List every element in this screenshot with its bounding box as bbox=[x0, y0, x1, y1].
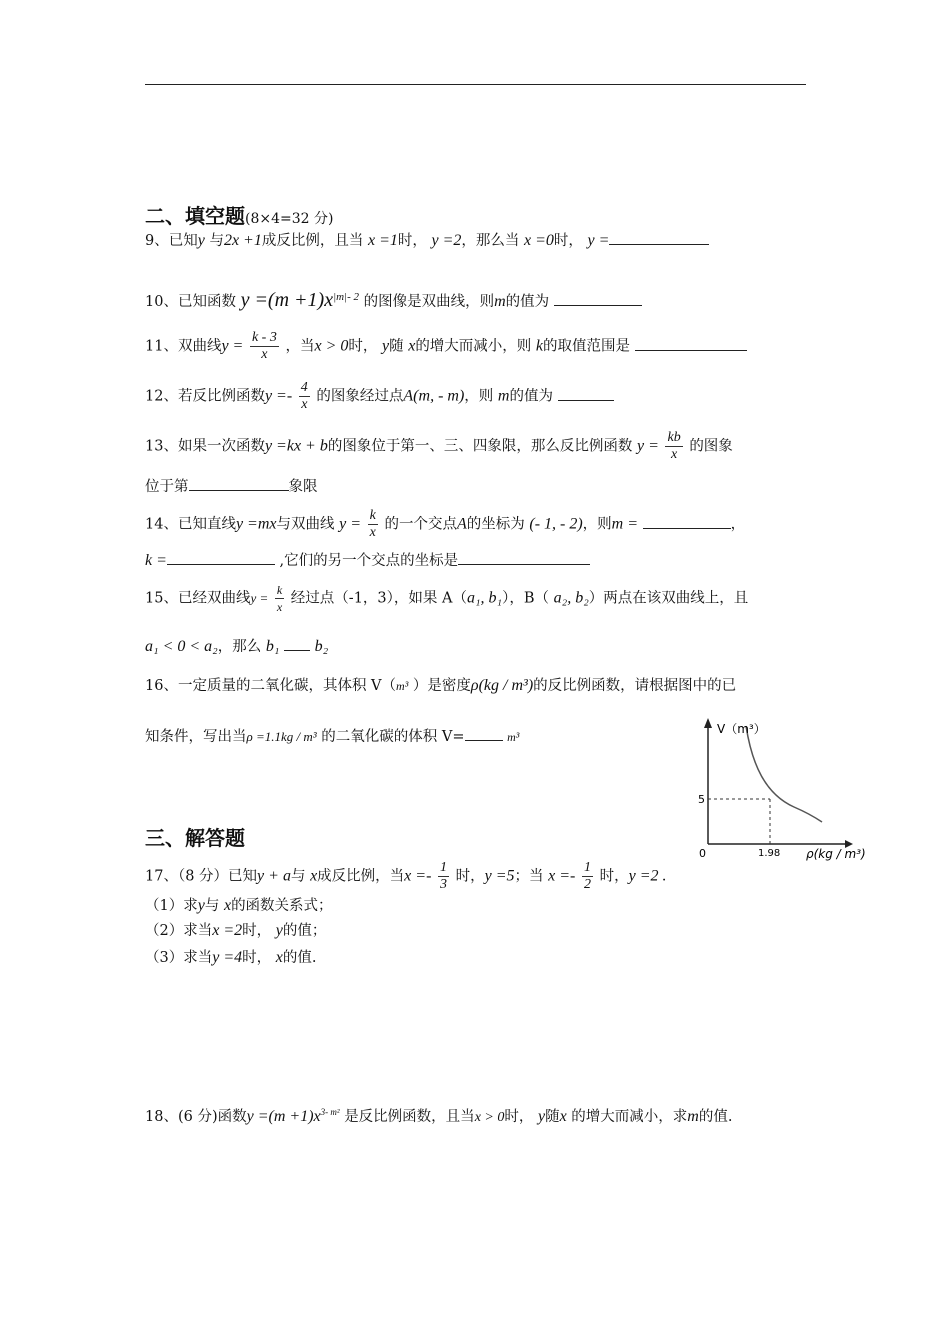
origin-label: 0 bbox=[699, 847, 706, 860]
question-13: 13、如果一次函数y =kx + b的图象位于第一、三、四象限，那么反比例函数 y = $\frac{kb}{x}$ 的图象 bbox=[145, 430, 733, 462]
x-axis-label: ρ(kg / m³) bbox=[806, 847, 866, 861]
question-15-line-2: a₁ < 0 < a₂，那么 b₁ b₂ bbox=[145, 638, 329, 655]
tick-label-1.98: 1.98 bbox=[758, 848, 781, 859]
answer-blank[interactable] bbox=[284, 636, 310, 651]
section-3-title: 三、解答题 bbox=[145, 826, 245, 850]
question-17-part-2: （2）求当x =2时， y的值； bbox=[145, 922, 327, 939]
question-11: 11、双曲线y = $\frac{k - 3}{x}$ ，当x > 0时， y随 x的增大而减小，则 k的取值范围是 bbox=[145, 330, 747, 363]
answer-blank[interactable] bbox=[554, 291, 642, 306]
answer-blank[interactable] bbox=[558, 386, 614, 401]
question-14: 14、已知直线y =mx与双曲线 y = $\frac{k}{x}$ 的一个交点A的坐标为 (- 1, - 2)，则m = ， bbox=[145, 508, 746, 540]
question-16-line-2: 知条件，写出当ρ =1.1kg / m³ 的二氧化碳的体积 V= m³ bbox=[145, 726, 519, 747]
question-17-part-3: （3）求当y =4时， x的值. bbox=[145, 949, 317, 966]
question-13-line-2: 位于第 象限 bbox=[145, 476, 318, 497]
question-9: 9、已知y 与2x +1成反比例，且当 x =1时， y =2，那么当 x =0时， y = bbox=[145, 230, 709, 251]
answer-blank[interactable] bbox=[635, 336, 747, 351]
volume-density-graph bbox=[690, 716, 890, 866]
question-18: 18、(6 分)函数$y =(m +1)x^{3- m^2}$ 是反比例函数，且当x > 0时， y随x 的增大而减小，求m的值. bbox=[145, 1107, 733, 1125]
question-16: 16、一定质量的二氧化碳，其体积 V（m³ ）是密度ρ(kg / m³)的反比例函数，请根据图中的已 bbox=[145, 677, 737, 694]
answer-blank[interactable] bbox=[609, 230, 709, 245]
answer-blank[interactable] bbox=[167, 550, 275, 565]
y-axis-arrow bbox=[704, 718, 712, 728]
hyperbola-curve bbox=[746, 726, 822, 822]
y-axis-label: V（m³） bbox=[717, 722, 766, 736]
section-2-title: 二、填空题(8×4=32 分) bbox=[145, 204, 334, 228]
header-rule bbox=[145, 84, 806, 85]
tick-label-5: 5 bbox=[698, 793, 705, 806]
question-12: 12、若反比例函数y =- $\frac{4}{x}$ 的图象经过点A(m, - m)，则 m的值为 bbox=[145, 380, 614, 413]
question-17: 17、（8 分）已知y + a与 x成反比例，当x =- $\frac{1}{3}$ 时，y =5；当 x =- $\frac{1}{2}$ 时，y =2 . bbox=[145, 860, 667, 892]
question-15: 15、已经双曲线y = $\frac{k}{x}$ 经过点（-1，3），如果 A（a₁, b₁），B（ a₂, b₂）两点在该双曲线上，且 bbox=[145, 583, 749, 614]
question-10: 10、已知函数 $y =(m +1)x^{|m|- 2}$ 的图像是双曲线，则m的值为 bbox=[145, 287, 642, 312]
answer-blank[interactable] bbox=[643, 514, 731, 529]
question-17-part-1: （1）求y与 x的函数关系式； bbox=[145, 897, 333, 914]
answer-blank[interactable] bbox=[458, 550, 590, 565]
question-14-line-2: k = ,它们的另一个交点的坐标是 bbox=[145, 550, 590, 571]
answer-blank[interactable] bbox=[189, 476, 289, 491]
answer-blank[interactable] bbox=[465, 726, 503, 741]
